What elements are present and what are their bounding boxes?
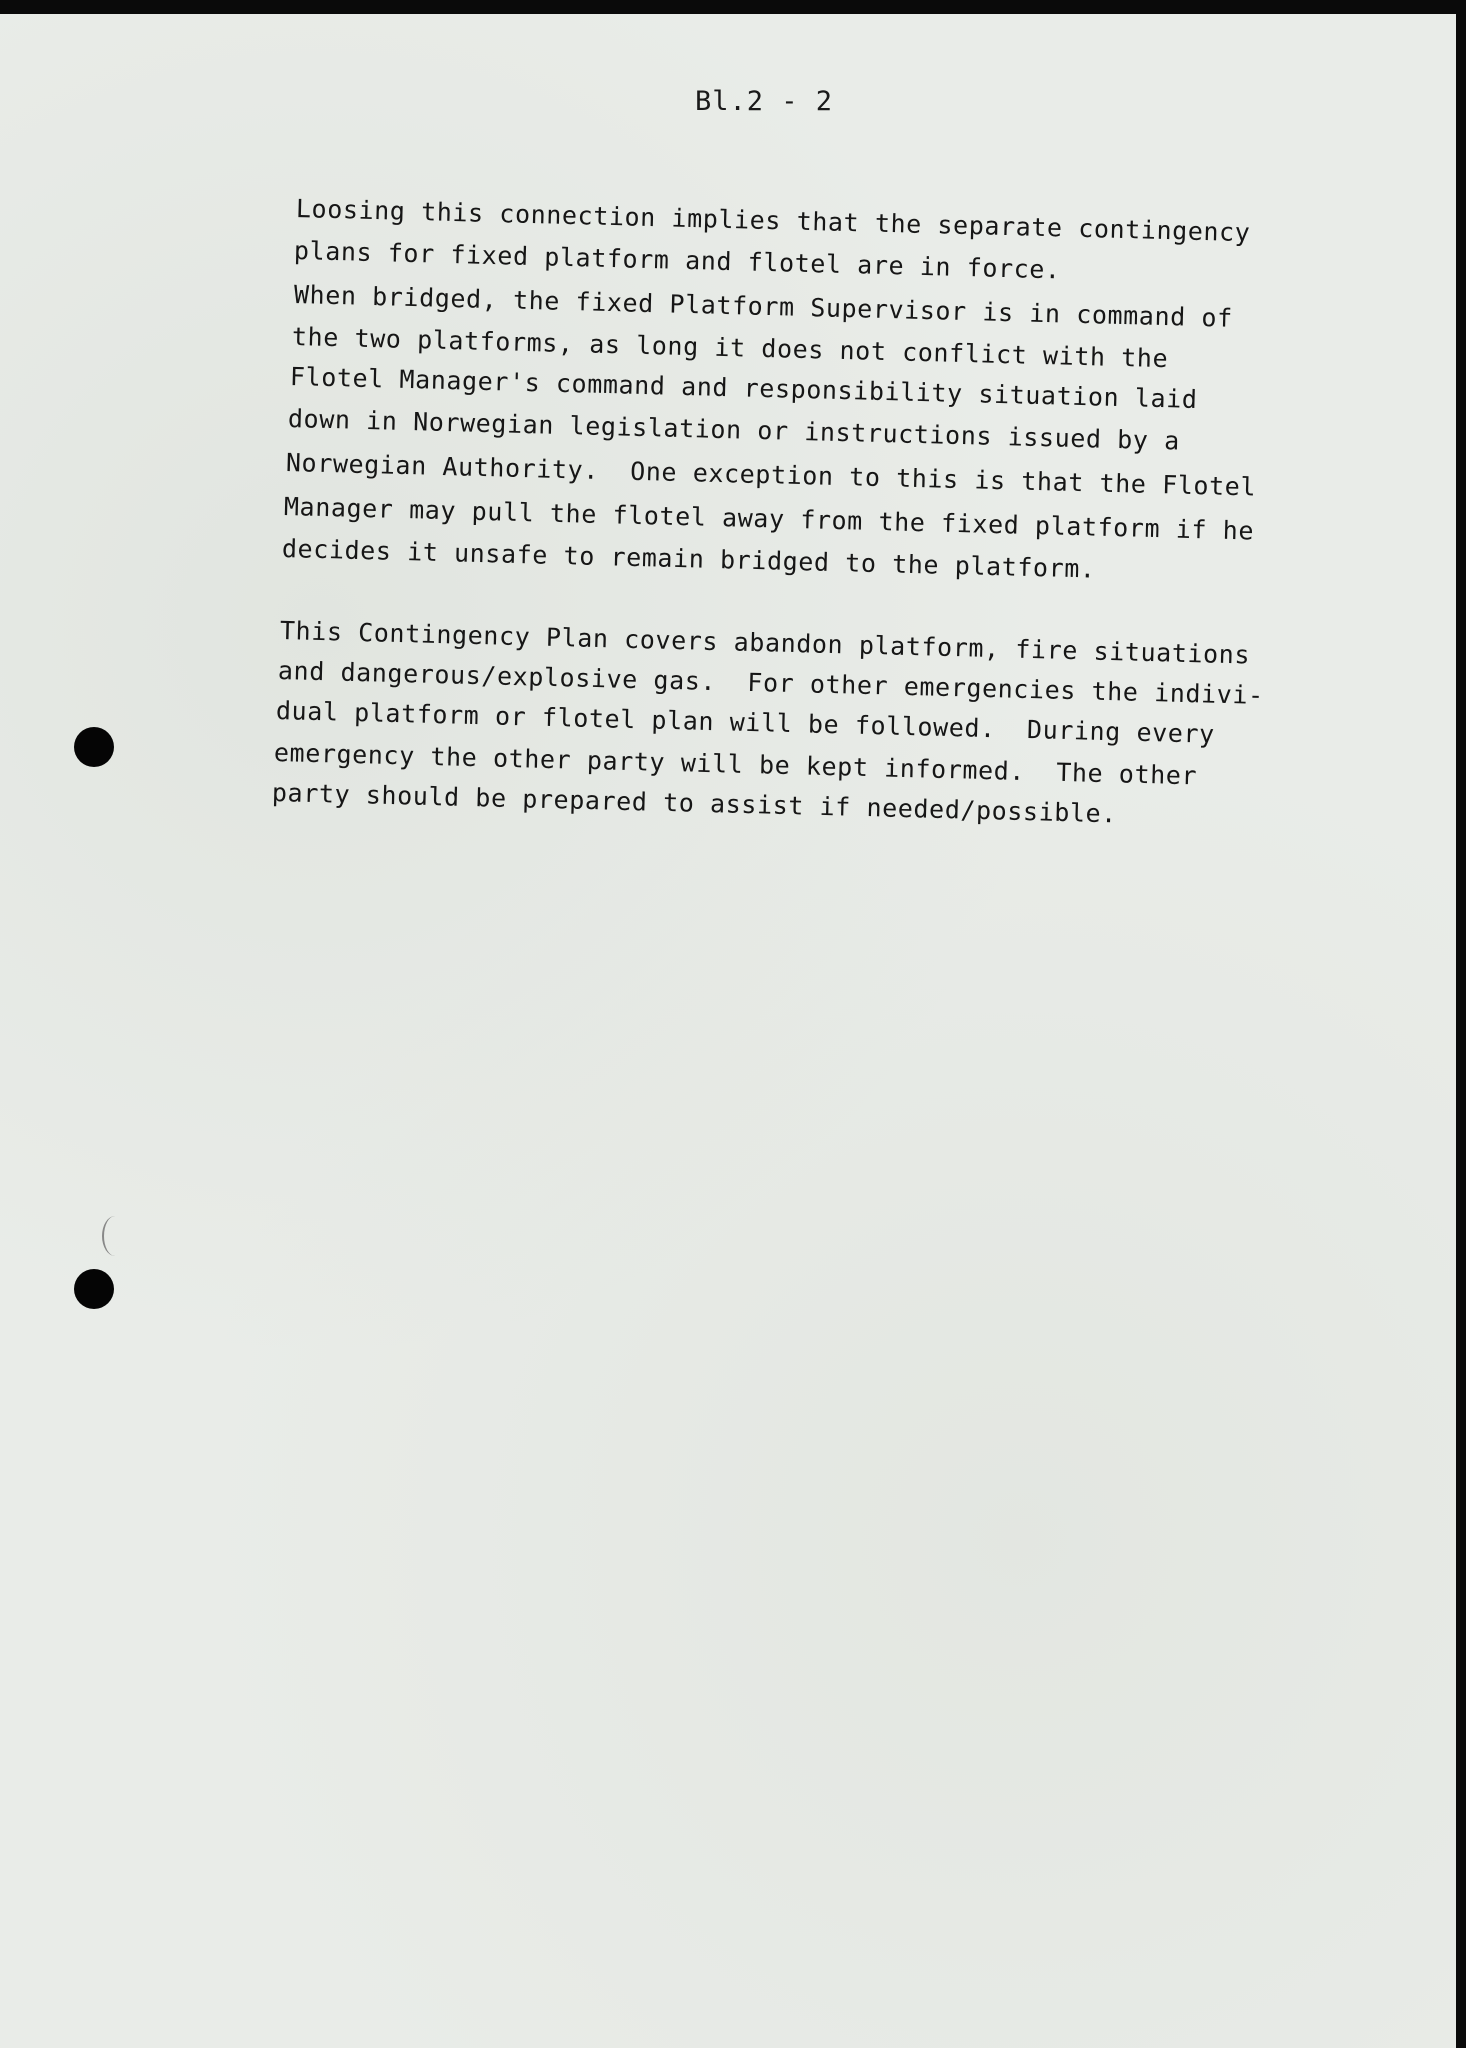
text-line: Manager may pull the flotel away from the fixed platform if he [283, 492, 1255, 546]
text-line: When bridged, the fixed Platform Supervisor is in command of [293, 280, 1234, 333]
text-line: party should be prepared to assist if needed/possible. [271, 778, 1118, 829]
punch-hole-bottom [74, 1269, 114, 1309]
text-line: dual platform or flotel plan will be followed. During every [275, 696, 1216, 749]
text-line: emergency the other party will be kept informed. The other [273, 738, 1198, 791]
text-line: Norwegian Authority. One exception to this is that the Flotel [285, 448, 1257, 502]
text-line: decides it unsafe to remain bridged to the platform. [281, 534, 1096, 584]
punch-hole-top [74, 727, 114, 767]
text-line: and dangerous/explosive gas. For other emergencies the indivi- [277, 656, 1265, 710]
text-line: Loosing this connection implies that the separate contingency [295, 194, 1251, 248]
text-line: the two platforms, as long it does not conflict with the [291, 322, 1169, 374]
page-number: Bl.2 - 2 [695, 86, 834, 117]
text-line: This Contingency Plan covers abandon platform, fire situations [279, 616, 1251, 670]
binder-mark [102, 1216, 128, 1256]
text-line: Flotel Manager's command and responsibility situation laid [289, 362, 1198, 414]
text-line: plans for fixed platform and flotel are in force. [293, 236, 1062, 285]
text-line: down in Norwegian legislation or instructions issued by a [287, 404, 1181, 456]
